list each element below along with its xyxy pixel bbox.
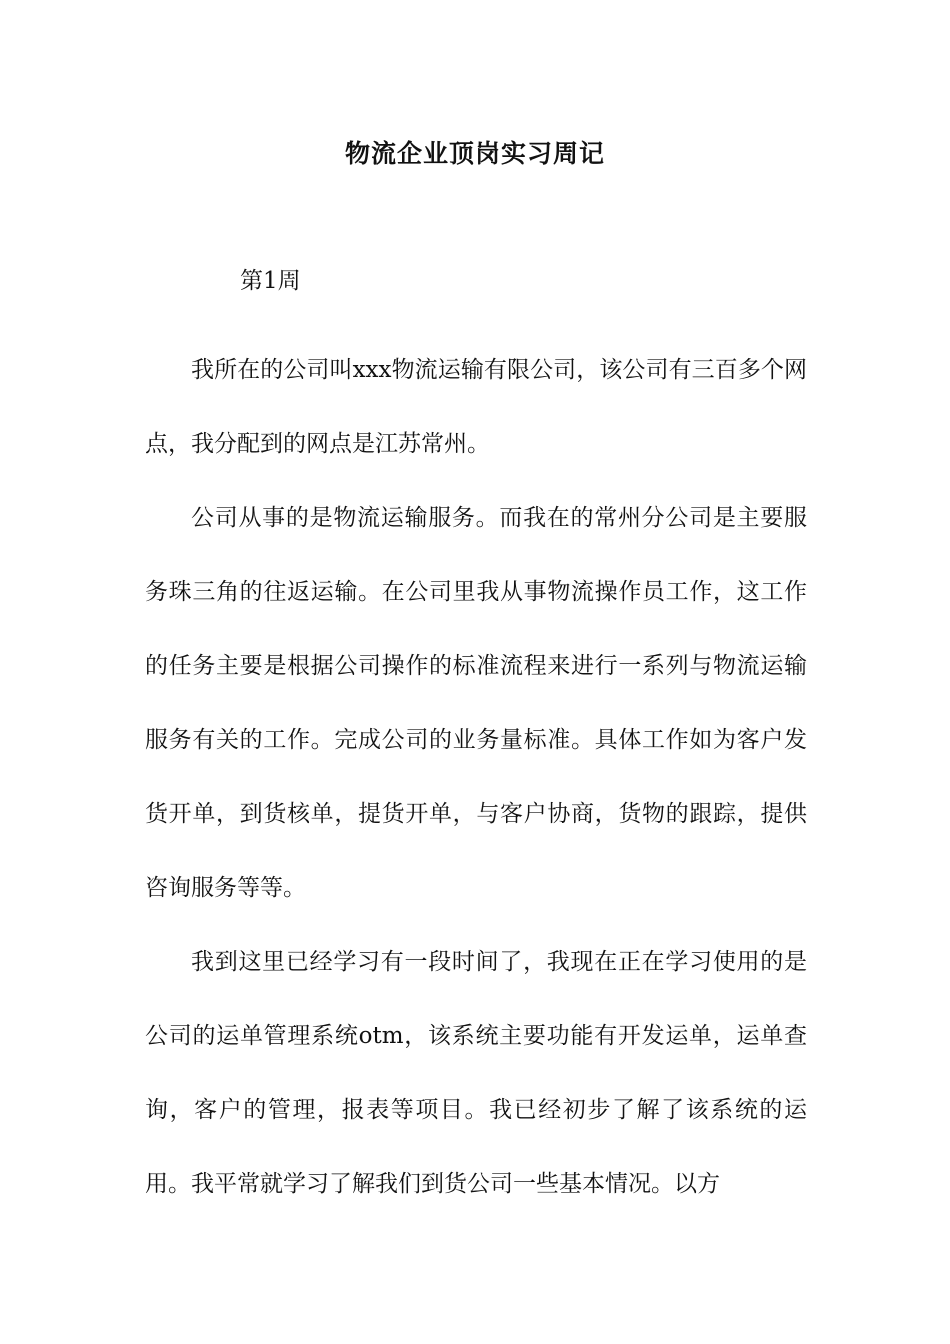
week-heading: 第1周	[240, 268, 301, 294]
paragraph-2: 公司从事的是物流运输服务。而我在的常州分公司是主要服务珠三角的往返运输。在公司里我从事物流操作员工作，这工作的任务主要是根据公司操作的标准流程来进行一系列与物流运输服务有关的工作。完成公司的业务量标准。具体工作如为客户发货开单，到货核单，提货开单，与客户协商，货物的跟踪，提供咨询服务等等。	[145, 505, 807, 901]
document-title: 物流企业顶岗实习周记	[344, 139, 605, 168]
document-body	[145, 333, 807, 1221]
paragraph-1: 我所在的公司叫xxx物流运输有限公司，该公司有三百多个网点，我分配到的网点是江苏常州。	[145, 357, 807, 457]
paragraph-3: 我到这里已经学习有一段时间了，我现在正在学习使用的是公司的运单管理系统otm，该系统主要功能有开发运单，运单查询，客户的管理，报表等项目。我已经初步了解了该系统的运用。我平常就学习了解我们到货公司一些基本情况。以方	[145, 949, 807, 1197]
